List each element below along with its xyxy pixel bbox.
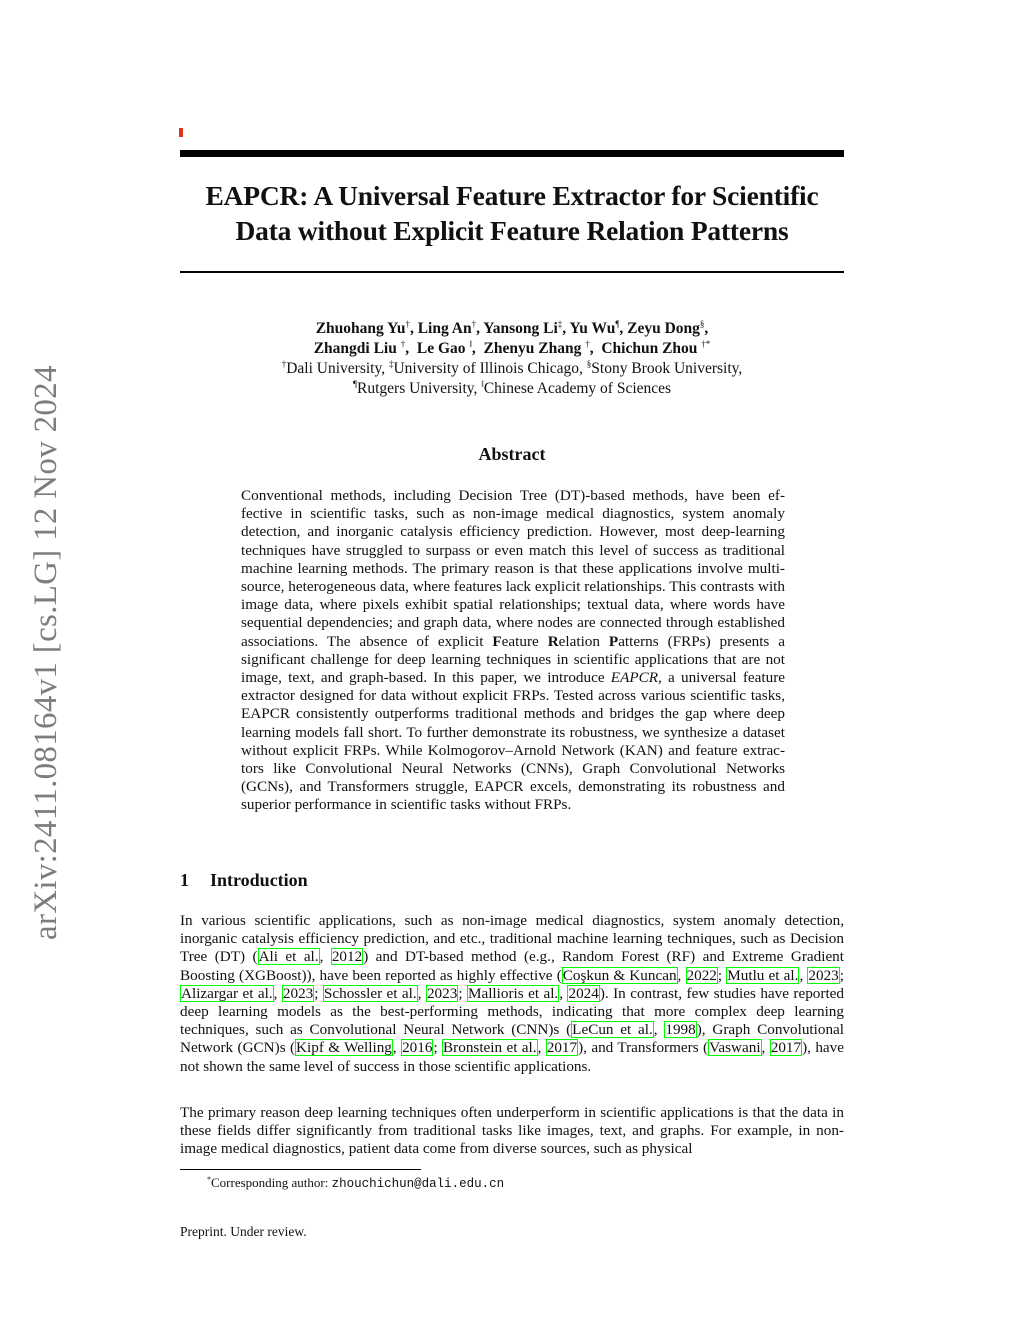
intro-paragraph-1: In various scientific applications, such as non-image medical diagnostics, system anomaly detection, inorganic catalysis efficiency prediction, and etc., traditional machine learning techniques, such as Decision Tree (DT) (Ali et al., 2012) and DT-based method (e.g., Random Forest (RF) and Extreme Gradient Boosting (XGBoost)), have been reported as highly effective (Coşkun & Kuncan, 2022; Mutlu et al., 2023; Alizargar et al., 2023; Schossler et al., 2023; Mallioris et al., 2024). In contrast, few studies have reported deep learning models as the best-performing methods, indicating that more complex deep learning techniques, such as Convolutional Neural Network (CNN)s (LeCun et al., 1998), Graph Convolutional Network (GCN)s (Kipf & Welling, 2016; Bronstein et al., 2017), and Transformers (Vaswani, 2017), have not shown the same level of success in those scientific applications.	[180, 912, 845, 1075]
title-line-1: EAPCR: A Universal Feature Extractor for Scientific	[205, 180, 819, 211]
citation-link[interactable]: Mutlu et al.	[727, 966, 799, 984]
author-email: zhouchichun@dali.edu.cn	[331, 1177, 505, 1191]
arxiv-identifier: arXiv:2411.08164v1 [cs.LG] 12 Nov 2024	[28, 365, 64, 940]
author-names-line-2: Zhangdi Liu †, Le Gao ‖, Zhenyu Zhang †, Chichun Zhou †*	[313, 339, 711, 357]
citation-link[interactable]: 2016	[402, 1039, 433, 1057]
citation-link[interactable]: 1998	[665, 1021, 696, 1039]
citation-link[interactable]: Alizargar et al.	[181, 984, 273, 1002]
preprint-notice: Preprint. Under review.	[180, 1224, 307, 1239]
citation-link[interactable]: Bronstein et al.	[443, 1039, 537, 1057]
title-line-2: Data without Explicit Feature Relation Patterns	[235, 215, 789, 246]
title-rule-top	[180, 150, 844, 157]
section-heading-introduction: 1 Introduction	[180, 870, 308, 890]
eapcr-emphasis: EAPCR	[610, 669, 659, 687]
citation-link[interactable]: 2017	[770, 1039, 802, 1057]
citation-link[interactable]: 2012	[331, 948, 363, 966]
citation-link[interactable]: 2017	[546, 1039, 578, 1057]
citation-link[interactable]: 2023	[282, 984, 314, 1002]
citation-link[interactable]: 2023	[808, 966, 839, 984]
citation-link[interactable]: Ali et al.	[258, 948, 319, 966]
citation-link[interactable]: 2023	[426, 984, 458, 1002]
title-rule-bottom	[180, 271, 844, 273]
citation-link[interactable]: Vaswani	[709, 1039, 761, 1057]
citation-link[interactable]: Kipf & Welling	[296, 1039, 392, 1057]
citation-link[interactable]: Schossler et al.	[323, 984, 417, 1002]
paper-title	[180, 178, 844, 248]
affiliations-line-2: ¶Rutgers University, ‖Chinese Academy of Sciences	[352, 379, 672, 397]
citation-link[interactable]: Mallioris et al.	[467, 984, 559, 1002]
affiliations-line-1: †Dali University, ‡University of Illinois Chicago, §Stony Brook University,	[281, 359, 743, 377]
footnote-corresponding-author: *Corresponding author: zhouchichun@dali.edu.cn	[207, 1175, 505, 1191]
abstract-heading: Abstract	[478, 444, 546, 464]
author-block	[180, 319, 844, 399]
citation-link[interactable]: 2024	[568, 984, 599, 1002]
citation-link[interactable]: Coşkun & Kuncan	[562, 966, 677, 984]
footnote-rule	[180, 1169, 421, 1170]
red-bookmark-marker	[179, 128, 183, 137]
abstract-text: Conventional methods, including Decision Tree (DT)-based methods, have been effective in scientific tasks, such as non-image medical diagnostics, system anomaly detection, and inorganic catalysis efficiency prediction. However, most deep-learning techniques have struggled to surpass or even match this level of success as traditional machine learning methods. The primary reason is that these applications involve multi-source, heterogeneous data, where features lack explicit relationships. This contrasts with image data, where pixels exhibit spatial relationships; textual data, where words have sequential dependencies; and graph data, where nodes are connected through established associations. The absence of explicit Feature Relation Patterns (FRPs) presents a significant challenge for deep learning techniques in scientific applications that are not image, text, and graph-based. In this paper, we introduce EAPCR, a universal feature extractor designed for data without explicit FRPs. Tested across various scientific tasks, EAPCR consistently outperforms traditional methods and bridges the gap where deep learning models fall short. To further demonstrate its robustness, we synthesize a dataset without explicit FRPs. While Kolmogorov–Arnold Network (KAN) and feature extractors like Convolutional Neural Networks (CNNs), Graph Convolutional Networks (GCNs), and Transformers struggle, EAPCR excels, demonstrating its robustness and superior performance in scientific tasks without FRPs.	[241, 487, 786, 814]
citation-link[interactable]: 2022	[686, 966, 717, 984]
intro-paragraph-2: The primary reason deep learning techniques often underperform in scientific applications is that the data in these fields differ significantly from traditional tasks like images, text, and graphs. For example, in non-image medical diagnostics, patient data come from diverse sources, such as physical	[180, 1104, 844, 1158]
author-names-line-1: Zhuohang Yu†, Ling An†, Yansong Li‡, Yu Wu¶, Zeyu Dong§,	[315, 319, 709, 337]
citation-link[interactable]: LeCun et al.	[572, 1021, 653, 1039]
